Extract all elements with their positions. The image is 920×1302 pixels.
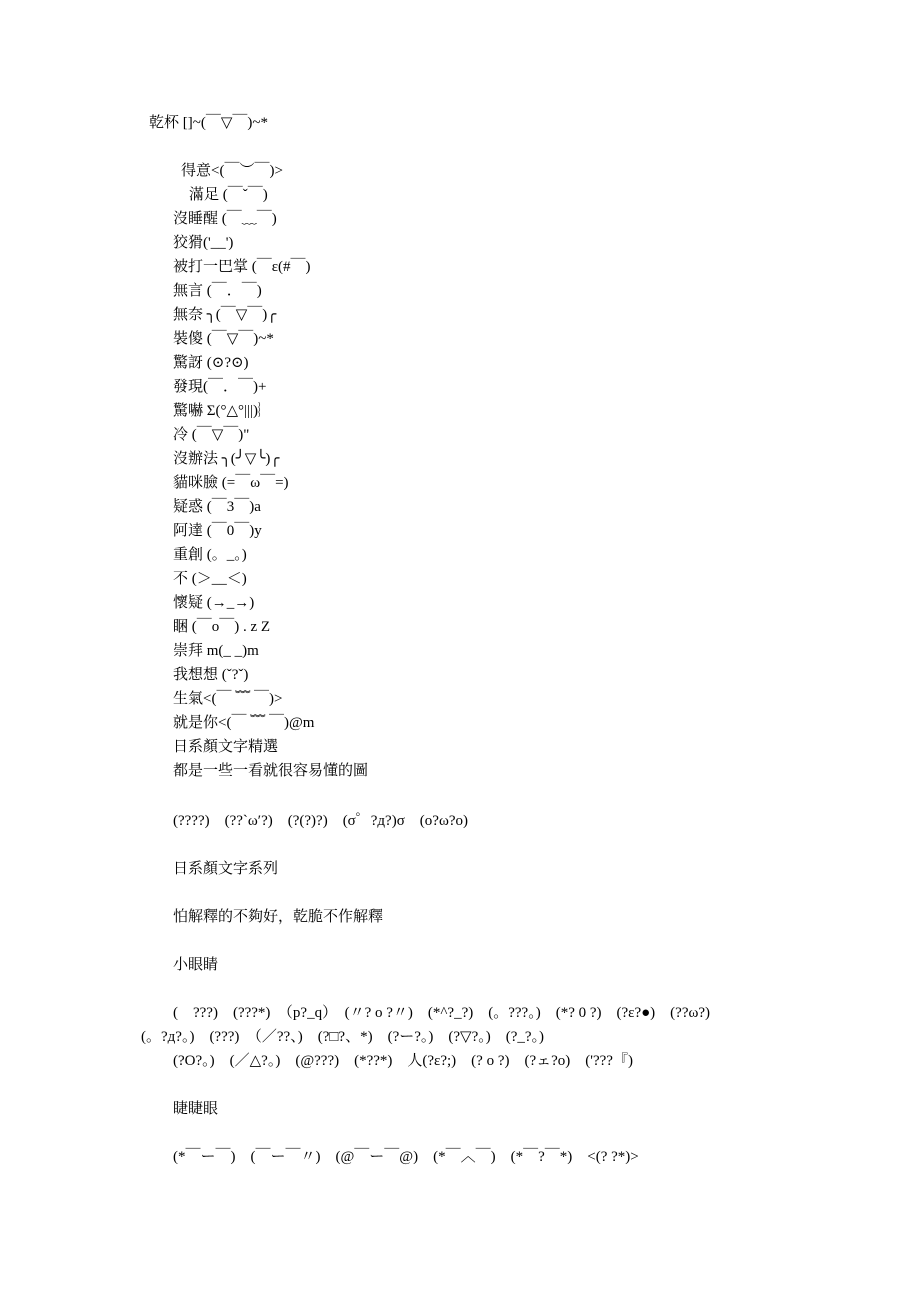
section-heading-squint-eyes: 睫睫眼	[173, 1101, 219, 1117]
text-line-sleepy: 沒睡醒 (￣﹏￣)	[173, 211, 277, 227]
section-heading-small-eyes: 小眼睛	[173, 957, 219, 973]
section-note: 怕解釋的不夠好，乾脆不作解釋	[173, 909, 384, 925]
text-line-cat-face: 貓咪臉 (=￣ω￣=)	[173, 475, 289, 491]
text-line-hurt: 重創 (。_。)	[173, 547, 247, 563]
kaomoji-row-small-eyes-3: (?O?。) (／△?。) (@???) (*??*) 人(?ε?;) (? o ?) (?ェ?o) ('???『)	[173, 1053, 633, 1069]
text-line-proud: 得意<(￣︶￣)>	[181, 163, 283, 179]
text-line-ada: 阿達 (￣0￣)y	[173, 523, 262, 539]
kaomoji-row-small-eyes-1: ( ???) (???*) （p?_q） (〃? o ?〃) (*^?_?) (。???。) (*? 0 ?) (?ε?●) (??ω?)	[173, 1005, 711, 1021]
text-line-cheers: 乾杯 []~(￣▽￣)~*	[149, 115, 268, 131]
text-line-sly: 狡猾('__')	[173, 235, 234, 251]
kaomoji-row-1: (????) (??`ω′?) (?(?)?) (σ゜?д?)σ (o?ω?o)	[173, 813, 468, 829]
text-line-speechless: 無言 (￣．￣)	[173, 283, 262, 299]
text-line-worship: 崇拜 m(_ _)m	[173, 643, 259, 659]
kaomoji-row-squint-eyes: (*￣ー￣) (￣ー￣〃) (@￣ー￣@) (*￣︿￣) (*￣?￣*) <(? ?*)>	[173, 1149, 639, 1165]
text-line-drowsy: 睏 (￣o￣) . z Z	[173, 619, 271, 635]
section-heading-japanese-picks: 日系顏文字精選	[173, 739, 279, 755]
text-line-helpless: 無奈 ╮(￣▽￣)╭	[173, 307, 277, 323]
text-line-no: 不 (＞__＜)	[173, 571, 247, 587]
section-heading-japanese-series: 日系顏文字系列	[173, 861, 279, 877]
text-line-shocked: 驚嚇 Σ(°△°|||)︴	[173, 403, 274, 419]
text-line-doubt: 懷疑 (→_→)	[173, 595, 255, 611]
text-line-discovered: 發現(￣．￣)+	[173, 379, 267, 395]
text-line-no-way: 沒辦法 ╮(╯▽╰)╭	[173, 451, 280, 467]
text-line-thinking: 我想想 (ˇ?ˇ)	[173, 667, 249, 683]
text-line-surprised: 驚訝 (⊙?⊙)	[173, 355, 249, 371]
text-line-satisfied: 滿足 (￣ˇ￣)	[189, 187, 268, 203]
section-description: 都是一些一看就很容易懂的圖	[173, 763, 369, 779]
text-line-slapped: 被打一巴掌 (￣ε(#￣)	[173, 259, 311, 275]
text-line-puzzled: 疑惑 (￣3￣)a	[173, 499, 261, 515]
text-line-its-you: 就是你<(￣ ﹌ ￣)@m	[173, 715, 315, 731]
kaomoji-row-small-eyes-2: (。?д?。) (???) （／??、) (?□?、*) (?ー?。) (?▽?。) (?_?。)	[141, 1029, 545, 1045]
text-line-cold: 冷 (￣▽￣)"	[173, 427, 250, 443]
text-line-playing-dumb: 裝傻 (￣▽￣)~*	[173, 331, 274, 347]
text-line-angry: 生氣<(￣ ﹌ ￣)>	[173, 691, 283, 707]
